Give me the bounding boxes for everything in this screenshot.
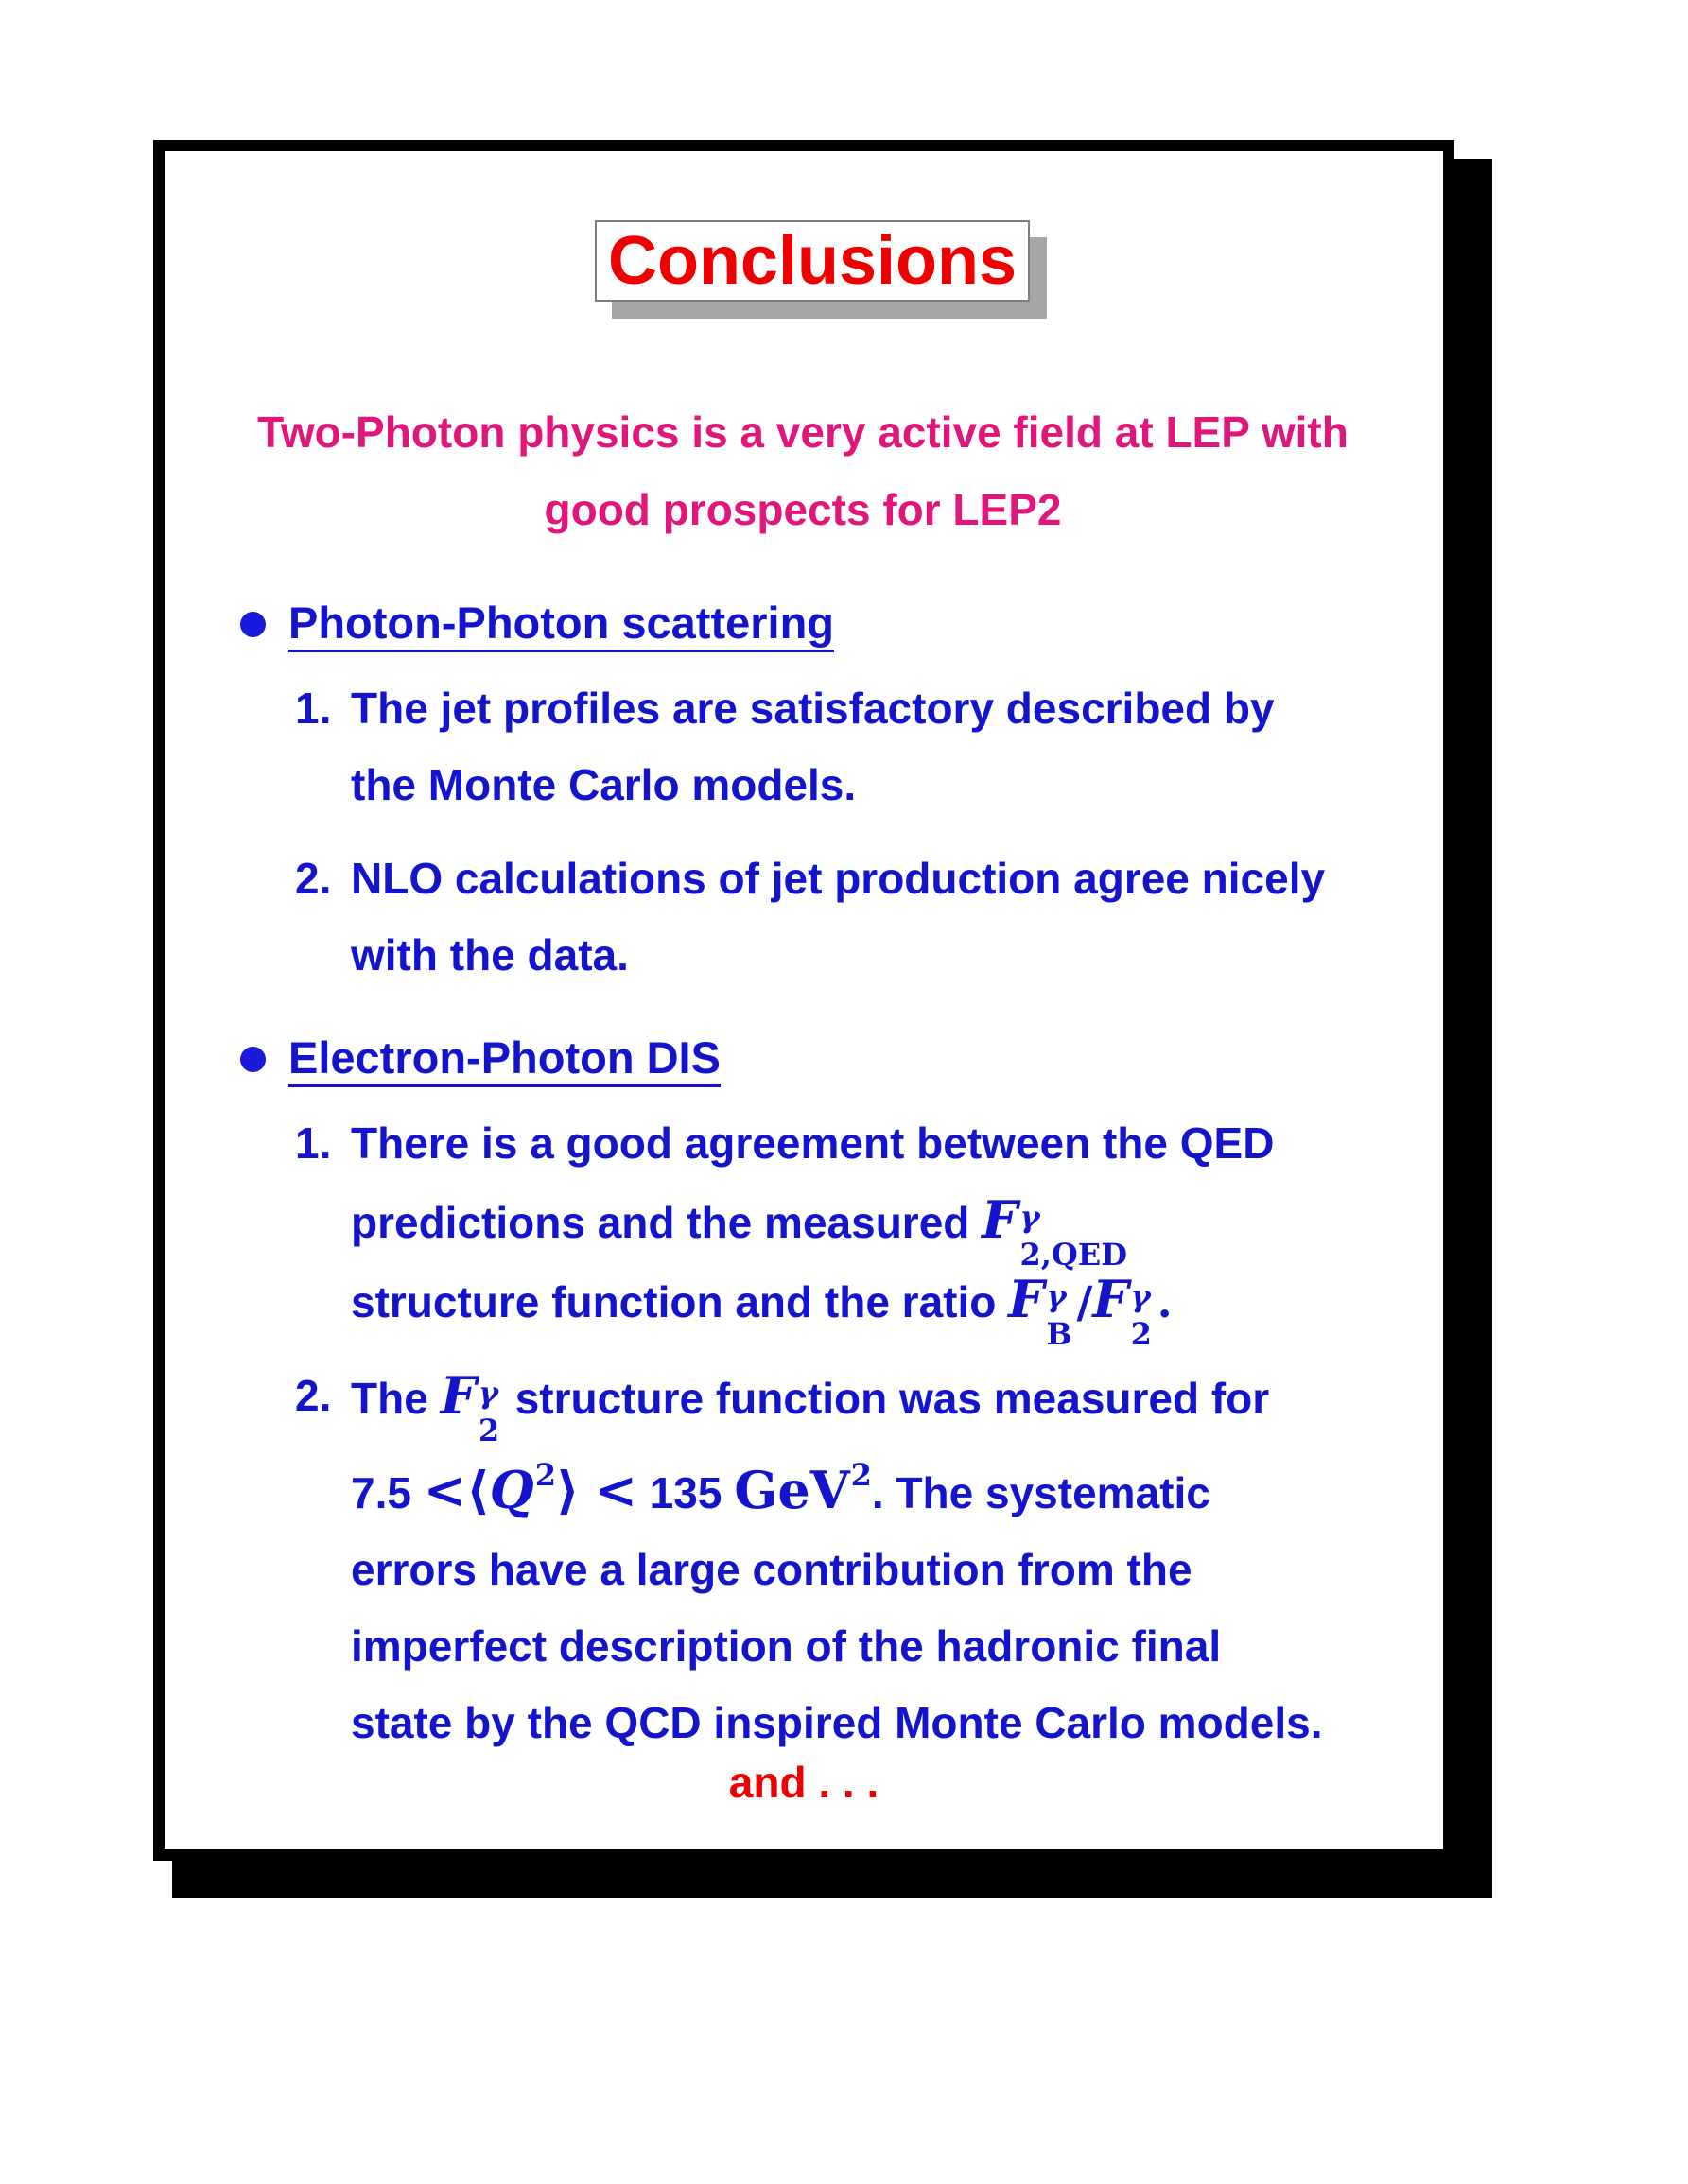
item-line: the Monte Carlo models.: [351, 760, 857, 809]
formula-unit: [734, 1457, 872, 1520]
closing-text: and . . .: [728, 1758, 879, 1807]
list-item: [240, 1358, 1413, 1761]
math-symbol-f: F: [1092, 1269, 1129, 1329]
title-box: [595, 220, 1030, 302]
intro-line-2: good prospects for LEP2: [544, 485, 1062, 534]
math-sup-gamma: γ: [1019, 1199, 1040, 1235]
section-photon-photon: [240, 591, 1413, 994]
item-line: errors have a large contribution from the: [351, 1545, 1192, 1594]
item-line: state by the QCD inspired Monte Carlo models.: [351, 1698, 1323, 1747]
item-number: 1.: [295, 1118, 332, 1168]
math-lt: <: [594, 1460, 637, 1520]
math-sup-gamma: γ: [1130, 1278, 1151, 1314]
section-title: Photon-Photon scattering: [288, 597, 834, 652]
bullet-icon: [240, 1047, 266, 1072]
math-slash: /: [1076, 1276, 1093, 1327]
item-line: There is a good agreement between the QED: [351, 1118, 1275, 1168]
item-text: The: [351, 1374, 428, 1423]
math-lt: <: [423, 1460, 466, 1520]
item-text: 135: [649, 1468, 722, 1517]
list-item: [240, 1105, 1413, 1352]
section-electron-photon: [240, 1026, 1413, 1761]
section-title: Electron-Photon DIS: [288, 1031, 721, 1087]
item-line: [351, 1358, 1413, 1448]
item-line: [351, 1437, 1413, 1532]
item-line: [351, 1182, 1413, 1273]
math-sup-2: 2: [534, 1457, 556, 1493]
math-sub-2qed: 2,QED: [1019, 1237, 1127, 1273]
math-symbol-f: F: [1008, 1269, 1045, 1329]
math-unit: GeV: [734, 1460, 850, 1520]
section-heading: [240, 591, 1413, 657]
intro-text: [202, 393, 1403, 548]
math-sub-2: 2: [1130, 1316, 1152, 1352]
item-text: predictions and the measured: [351, 1198, 970, 1247]
item-line: imperfect description of the hadronic final: [351, 1621, 1222, 1671]
formula-f2: [440, 1365, 500, 1448]
item-text: structure function was measured for: [514, 1374, 1270, 1423]
formula-f2-qed: [982, 1189, 1127, 1273]
math-symbol-q: Q: [489, 1460, 534, 1520]
item-text: 7.5: [351, 1468, 411, 1517]
item-line: NLO calculations of jet production agree nicely: [351, 854, 1326, 903]
slide-frame: [153, 140, 1454, 1861]
item-number: 2.: [295, 1371, 332, 1420]
math-sup-2: 2: [850, 1457, 872, 1493]
page-title: Conclusions: [607, 223, 1018, 299]
math-symbol-f: F: [440, 1365, 477, 1426]
math-sub-b: B: [1046, 1316, 1072, 1352]
math-sup-gamma: γ: [478, 1375, 499, 1411]
intro-line-1: Two-Photon physics is a very active field at LEP with: [257, 407, 1349, 457]
math-symbol-f: F: [982, 1189, 1018, 1250]
section-heading: [240, 1026, 1413, 1092]
item-text: . The systematic: [871, 1468, 1210, 1517]
item-line: with the data.: [351, 930, 629, 979]
formula-q2-range: [423, 1457, 637, 1520]
math-sub-2: 2: [478, 1413, 500, 1448]
math-sup-gamma: γ: [1046, 1278, 1067, 1314]
math-rangle: ⟩: [555, 1460, 580, 1520]
math-langle: ⟨: [465, 1460, 490, 1520]
item-line: [351, 1261, 1413, 1352]
item-number: 1.: [295, 684, 332, 733]
bullet-icon: [240, 612, 266, 637]
item-text: structure function and the ratio: [351, 1277, 997, 1326]
item-line: The jet profiles are satisfactory described by: [351, 684, 1275, 733]
item-number: 2.: [295, 854, 332, 903]
list-item: [240, 841, 1413, 994]
title-panel: [595, 220, 1030, 302]
list-item: [240, 670, 1413, 823]
math-period: .: [1157, 1276, 1173, 1327]
